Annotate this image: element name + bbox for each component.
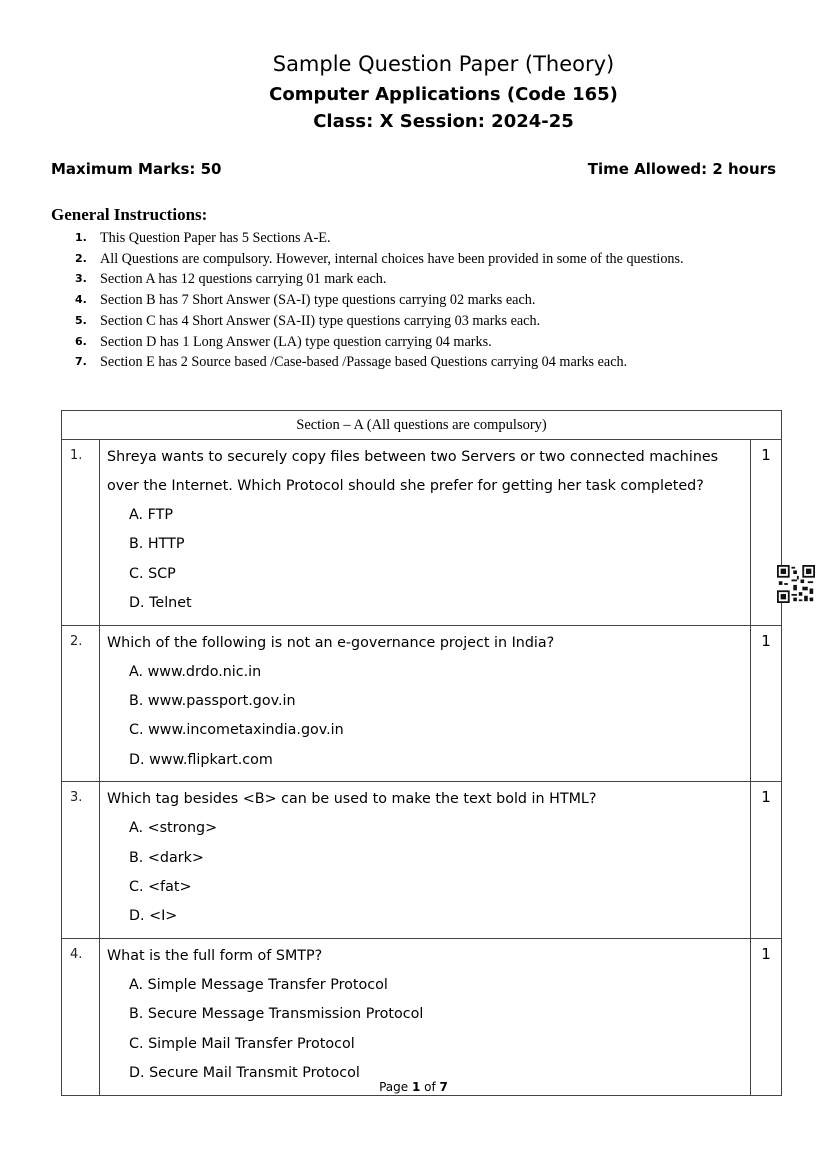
instruction-text: Section D has 1 Long Answer (LA) type question carrying 04 marks. [100, 333, 492, 350]
answer-option: D. <I> [129, 908, 178, 925]
instruction-number: 3. [75, 272, 87, 286]
instruction-item [51, 249, 684, 270]
instruction-number: 7. [75, 355, 87, 369]
question-body [100, 938, 751, 1095]
general-instructions-list [51, 228, 684, 373]
answer-option: C. <fat> [129, 879, 192, 896]
answer-option: C. SCP [129, 565, 176, 582]
class-session: Class: X Session: 2024-25 [313, 111, 574, 132]
instruction-number: 5. [75, 313, 87, 327]
section-a-table [61, 410, 782, 1096]
time-allowed-value: : 2 hours [701, 160, 776, 178]
answer-option: B. www.passport.gov.in [129, 693, 296, 710]
instruction-number: 4. [75, 293, 87, 307]
answer-option: D. www.flipkart.com [129, 751, 273, 768]
maximum-marks-label: Maximum Marks [51, 160, 190, 178]
question-body [100, 440, 751, 626]
general-instructions-title: General Instructions: [51, 205, 208, 224]
instruction-number: 2. [75, 251, 87, 265]
answer-option: A. <strong> [129, 820, 218, 837]
question-marks: 1 [751, 440, 782, 626]
answer-option: B. <dark> [129, 849, 204, 866]
paper-subject: Computer Applications (Code 165) [269, 84, 618, 105]
qr-code-icon [777, 565, 815, 603]
maximum-marks [51, 160, 222, 178]
section-a-heading: Section – A (All questions are compulsory) [62, 411, 782, 440]
instruction-number: 6. [75, 334, 87, 348]
instruction-text: All Questions are compulsory. However, internal choices have been provided in some of the questions. [100, 250, 684, 267]
question-number: 2. [62, 625, 100, 782]
instruction-item [51, 228, 684, 249]
question-marks: 1 [751, 782, 782, 939]
page-total: 7 [439, 1080, 448, 1094]
question-text: Which tag besides <B> can be used to make the text bold in HTML? [107, 791, 597, 808]
answer-option: A. Simple Message Transfer Protocol [129, 976, 388, 993]
page-footer [0, 1080, 827, 1094]
answer-option: A. FTP [129, 507, 173, 523]
question-number: 1. [62, 440, 100, 626]
instruction-text: Section A has 12 questions carrying 01 mark each. [100, 271, 387, 288]
maximum-marks-value: : 50 [189, 160, 222, 178]
instruction-item [51, 290, 684, 311]
question-marks: 1 [751, 625, 782, 782]
question-number: 4. [62, 938, 100, 1095]
time-allowed-label: Time Allowed [587, 160, 702, 178]
time-allowed [588, 160, 776, 178]
question-body [100, 782, 751, 939]
question-marks: 1 [751, 938, 782, 1095]
instruction-number: 1. [75, 231, 87, 244]
answer-option: C. www.incometaxindia.gov.in [129, 722, 344, 739]
question-row [62, 782, 782, 939]
instruction-item [51, 311, 684, 332]
question-row [62, 440, 782, 626]
instruction-text: Section B has 7 Short Answer (SA-I) type questions carrying 02 marks each. [100, 292, 536, 309]
instruction-item [51, 352, 684, 373]
answer-option: D. Secure Mail Transmit Protocol [129, 1065, 360, 1082]
page-of: of [420, 1080, 440, 1094]
question-row [62, 938, 782, 1095]
instruction-text: Section E has 2 Source based /Case-based /Passage based Questions carrying 04 marks each. [100, 354, 628, 371]
question-text: Shreya wants to securely copy files between two Servers or two connected machines [107, 449, 719, 465]
question-text: What is the full form of SMTP? [107, 947, 323, 964]
question-number: 3. [62, 782, 100, 939]
answer-option: A. www.drdo.nic.in [129, 663, 262, 680]
instruction-text: This Question Paper has 5 Sections A-E. [100, 230, 331, 246]
question-row [62, 625, 782, 782]
question-body [100, 625, 751, 782]
answer-option: C. Simple Mail Transfer Protocol [129, 1035, 355, 1052]
answer-option: B. HTTP [129, 536, 185, 553]
question-text: Which of the following is not an e-governance project in India? [107, 634, 555, 651]
instruction-item [51, 332, 684, 353]
instruction-item [51, 269, 684, 290]
paper-title: Sample Question Paper (Theory) [272, 52, 615, 76]
question-text: over the Internet. Which Protocol should she prefer for getting her task completed? [107, 478, 704, 494]
answer-option: B. Secure Message Transmission Protocol [129, 1006, 424, 1023]
page-number: 1 [411, 1080, 421, 1094]
instruction-text: Section C has 4 Short Answer (SA-II) type questions carrying 03 marks each. [100, 312, 541, 329]
answer-option: D. Telnet [129, 595, 192, 612]
section-a-header-row [62, 411, 782, 440]
page-prefix: Page [379, 1080, 412, 1094]
